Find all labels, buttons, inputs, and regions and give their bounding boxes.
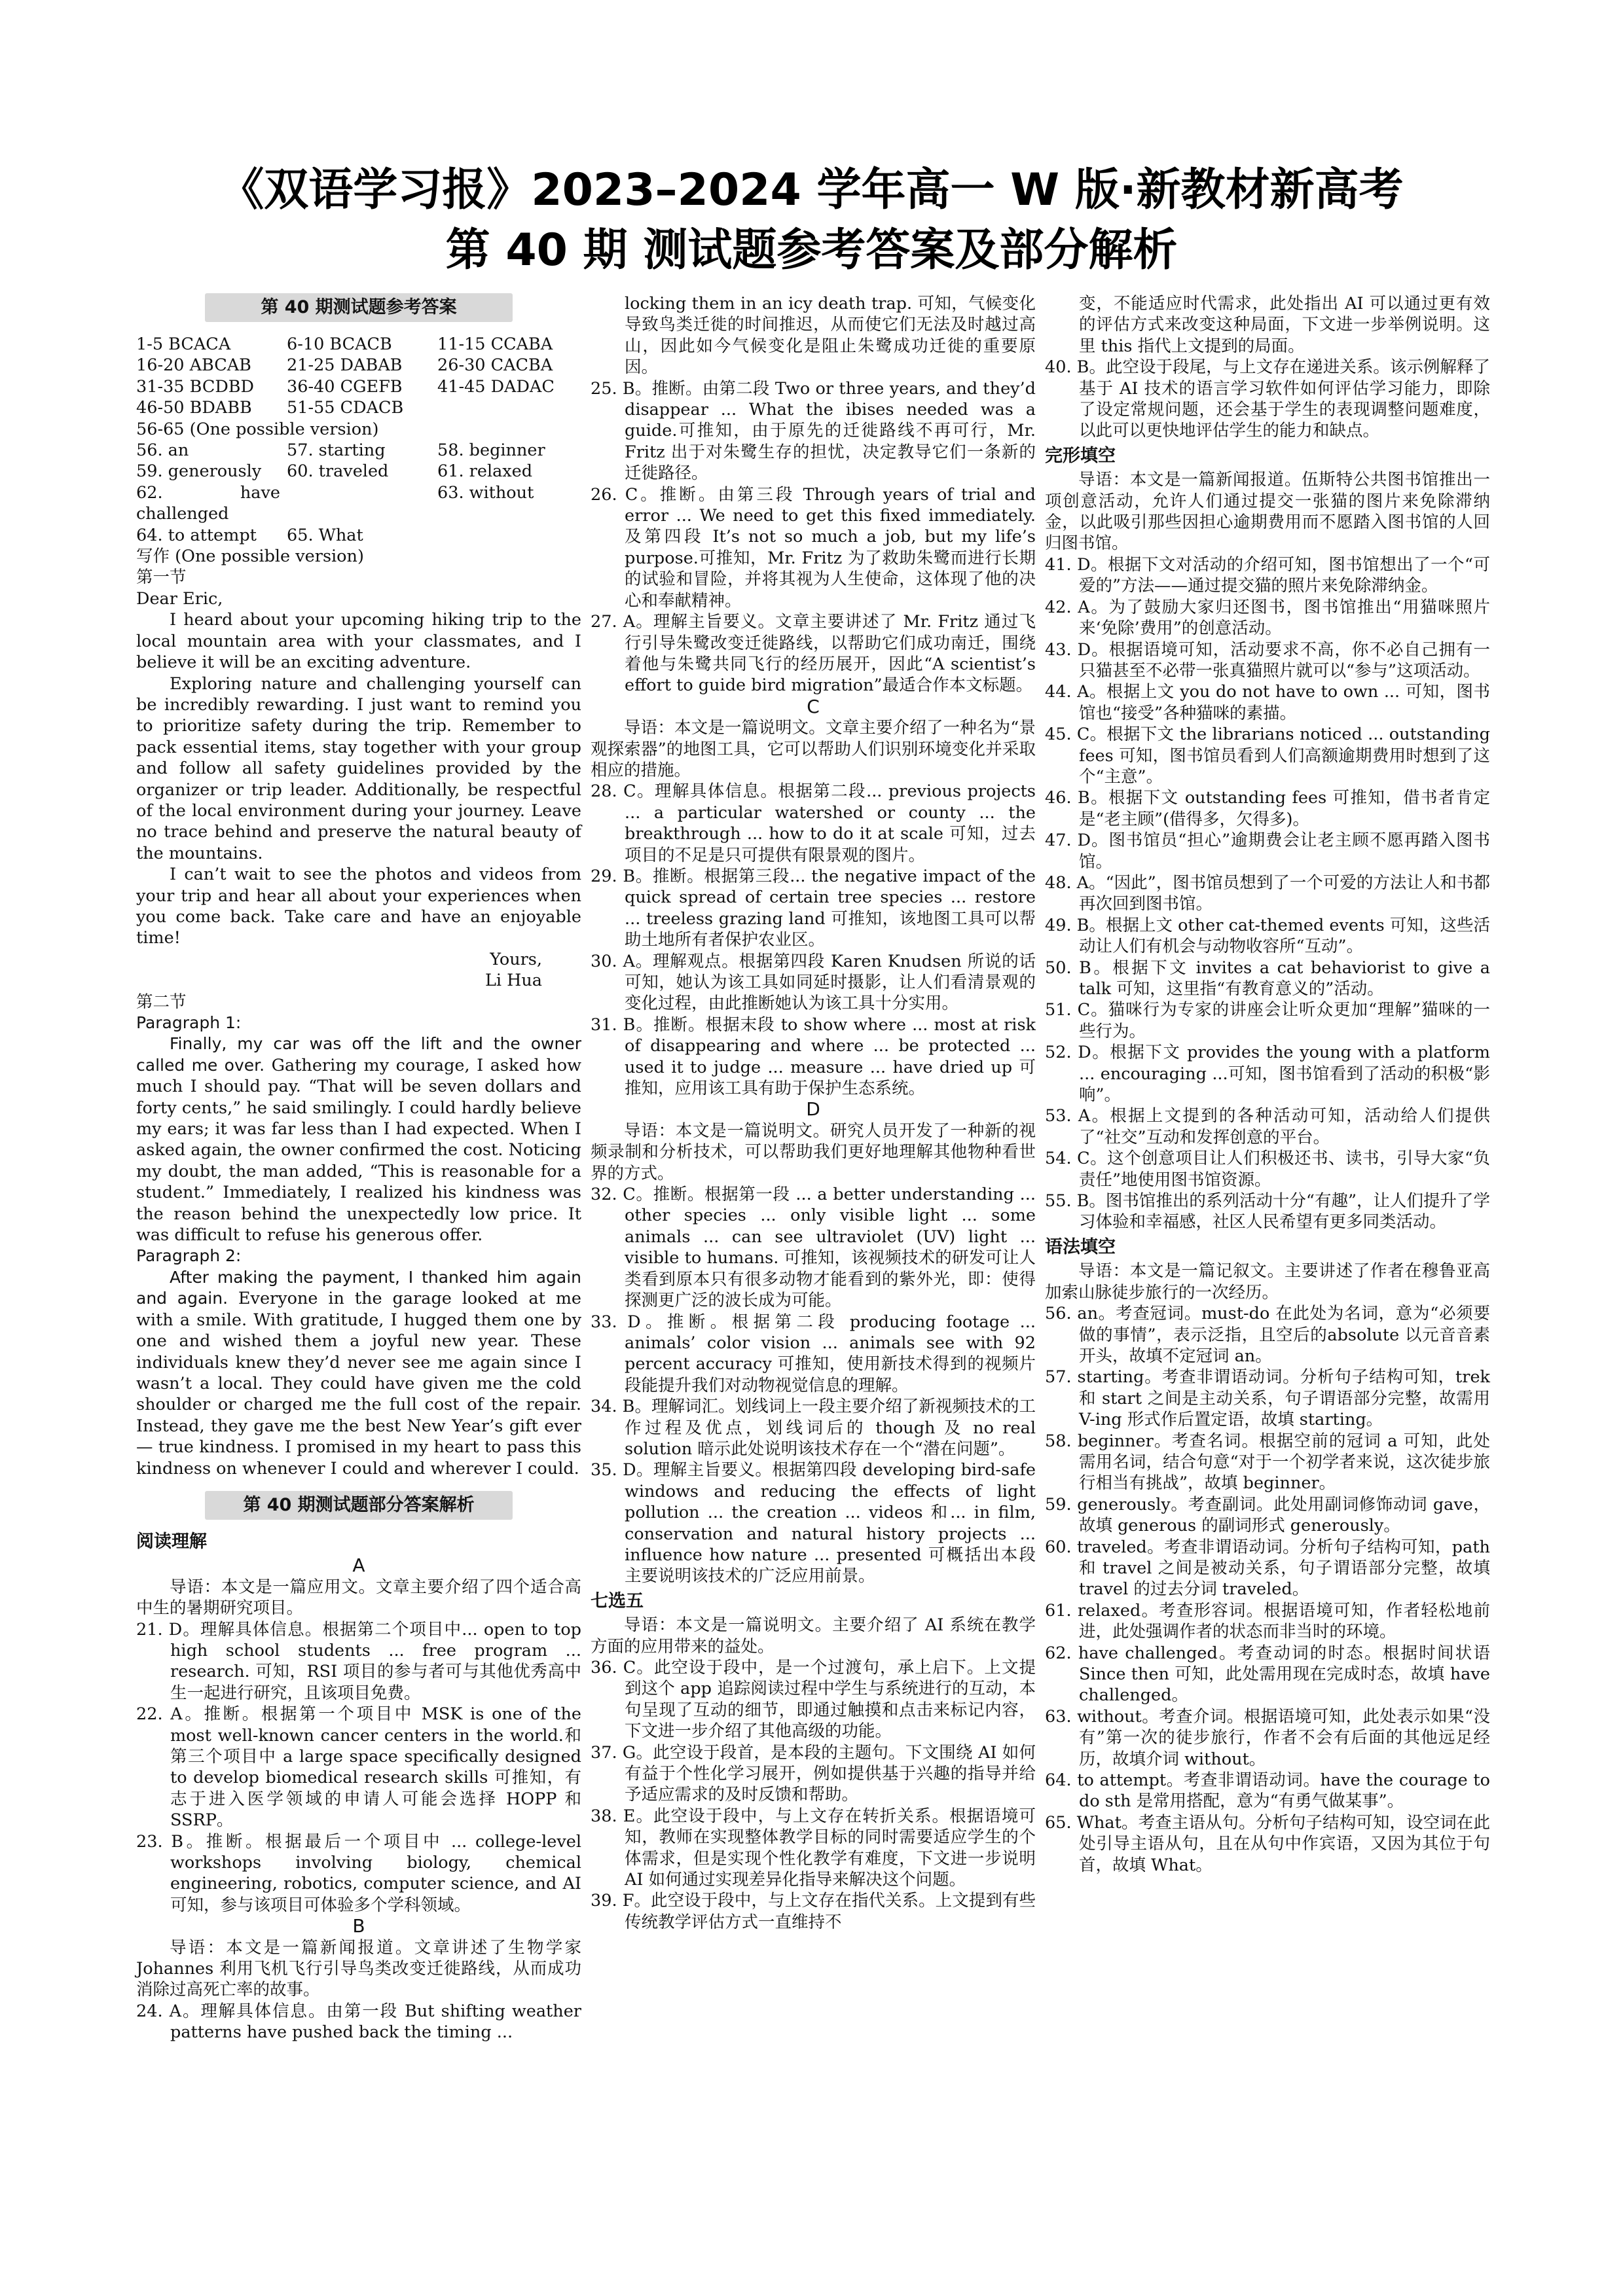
analysis-item: 33. D。推断。根据第二段 producing footage ... animals’ color vision ... animals see with 92 percent accuracy 可推知，使用新技术得到的视频片段能提升我们对动物视觉信息的理解。	[591, 1312, 1036, 1395]
analysis-item: 45. C。根据下文 the librarians noticed ... outstanding fees 可知，图书馆员看到人们高额逾期费用时想到了这个“主意”。	[1045, 725, 1490, 787]
analysis-item: 48. A。“因此”，图书馆员想到了一个可爱的方法让人和书都再次回到图书馆。	[1045, 872, 1490, 914]
analysis-item: 65. What。考查主语从句。分析句子结构可知，设空词在此处引导主语从句，且在从句中作宾语，又因为其位于句首，故填 What。	[1045, 1812, 1490, 1875]
analysis-item: 58. beginner。考查名词。根据空前的冠词 a 可知，此处需用名词，结合句意“对于一个初学者来说，这次徒步旅行相当有挑战”，故填 beginner。	[1045, 1431, 1490, 1494]
analysis-item: 32. C。推断。根据第一段 ... a better understanding ... other species ... only visible light ... some animals ... can see ultraviolet (UV) light ... visible to humans. 可推知，该视频技术的研发可让人类看到原本只有很多动物才能看到的紫外光，即：使得探测更广泛的波长成为可能。	[591, 1185, 1036, 1311]
continuation-text: Gathering my courage, I asked how much I should pay. “That will be seven dollars and forty cents,” he said smilingly. I could hardly believe my ears; it was far less than I had expected. When I asked again, the owner confirmed the cost. Noticing my doubt, the man added, “This is reasonable for a student.” Immediately, I realized his kindness was the reason behind the unexpectedly low price. It was difficult to refuse his generous offer.	[136, 1055, 581, 1246]
answer-group: 26-30 CACBA	[437, 355, 553, 376]
analysis-item: 62. have challenged。考查动词的时态。根据时间状语 Since then 可知，此处需用现在完成时态，故填 have challenged。	[1045, 1643, 1490, 1706]
letter-closing: Yours,	[490, 949, 542, 969]
choice-answer-grid	[136, 334, 581, 419]
analysis-item: 42. A。为了鼓励大家归还图书，图书馆推出“用猫咪照片来‘免除’费用”的创意活动。	[1045, 597, 1490, 639]
guide-text: 导语：本文是一篇新闻报道。伍斯特公共图书馆推出一项创意活动，允许人们通过提交一张猫的图片来免除滞纳金，以此吸引那些因担心逾期费用而不愿踏入图书馆的人回归图书馆。	[1045, 470, 1490, 554]
analysis-item: 39. F。此空设于段中，与上文存在指代关系。上文提到有些传统教学评估方式一直维持不	[591, 1891, 1036, 1932]
letter-signature: Li Hua	[484, 971, 542, 991]
analysis-item: 22. A。推断。根据第一个项目中 MSK is one of the most well-known cancer centers in the world.和第三个项目中 a large space specifically designed to develop biomedical research skills 可推知，有志于进入医学领域的申请人可能会选择 HOPP 和 SSRP。	[136, 1704, 581, 1831]
analysis-item: 37. G。此空设于段首，是本段的主题句。下文围绕 AI 如何有益于个性化学习展开，例如提供基于兴趣的指导并给予适应需求的及时反馈和帮助。	[591, 1742, 1036, 1805]
analysis-item: 61. relaxed。考查形容词。根据语境可知，作者轻松地前进，此处强调作者的状态而非当时的环境。	[1045, 1600, 1490, 1642]
analysis-item: 23. B。推断。根据最后一个项目中 ... college-level workshops involving biology, chemical engineering, robotics, computer science, and AI 可知，参与该项目可体验多个学科领域。	[136, 1831, 581, 1915]
analysis-item: 28. C。理解具体信息。根据第二段... previous projects ... a particular watershed or county ... the breakthrough ... how to do it at scale 可知，过去项目的不足是只可提供有限景观的图片。	[591, 781, 1036, 865]
fill-answer: 64. to attempt	[136, 525, 257, 545]
section-heading: 七选五	[591, 1590, 644, 1611]
answer-group: 21-25 DABAB	[287, 355, 403, 376]
page-title	[0, 160, 1623, 281]
answer-group: 41-45 DADAC	[437, 376, 555, 397]
analysis-item: 21. D。理解具体信息。根据第二个项目中... open to top high school students ... free program ... research. 可知，RSI 项目的参与者可与其他优秀高中生一起进行研究，且该项目免费。	[136, 1619, 581, 1703]
analysis-item: 50. B。根据下文 invites a cat behaviorist to give a talk 可知，这里指“有教育意义的”活动。	[1045, 958, 1490, 999]
continuation-paragraph	[136, 1033, 581, 1246]
guide-text: 导语：本文是一篇记叙文。主要讲述了作者在穆鲁亚高加索山脉徒步旅行的一次经历。	[1045, 1261, 1490, 1302]
section-heading: 完形填空	[1045, 445, 1116, 466]
analysis-item: 35. D。理解主旨要义。根据第四段 developing bird-safe windows and reducing the effects of light pollution ... the creation ... videos 和... in film, conservation and natural history projects ... influence how nature ... presented 可概括出本段主要说明该技术的广泛应用前景。	[591, 1460, 1036, 1587]
analysis-item: 43. D。根据语境可知，活动要求不高，你不必自己拥有一只猫甚至不必带一张真猫照片就可以“参与”这项活动。	[1045, 639, 1490, 681]
fill-answer-grid	[136, 440, 581, 546]
analysis-item: 46. B。根据下文 outstanding fees 可推知，借书者肯定是“老主顾”(借得多，欠得多)。	[1045, 788, 1490, 829]
letter-paragraph: Exploring nature and challenging yourself can be incredibly rewarding. I just want to remind you to prioritize safety during the trip. Remember to pack essential items, stay together with your group and follow all safety guidelines provided by the organizer or trip leader. Additionally, be respectful of the local environment during your journey. Leave no trace behind and preserve the natural beauty of the mountains.	[136, 673, 581, 863]
analysis-item: 53. A。根据上文提到的各种活动可知，活动给人们提供了“社交”互动和发挥创意的平台。	[1045, 1106, 1490, 1147]
answer-group: 36-40 CGEFB	[287, 376, 403, 397]
guide-text: 导语：本文是一篇应用文。文章主要介绍了四个适合高中生的暑期研究项目。	[136, 1577, 581, 1619]
fill-answer: 61. relaxed	[437, 461, 533, 482]
part-label: A	[352, 1554, 365, 1577]
part-label: D	[806, 1098, 820, 1121]
answer-group: 46-50 BDABB	[136, 398, 252, 418]
part-label: C	[807, 695, 820, 717]
given-sentence: Finally, my car was off the lift and the owner called me over.	[136, 1034, 581, 1075]
analysis-item: 29. B。推断。根据第三段... the negative impact of the quick spread of certain tree species ... restore ... treeless grazing land 可推知，该地图工具可以帮助土地所有者保护农业区。	[591, 866, 1036, 950]
analysis-header: 第 40 期测试题部分答案解析	[205, 1491, 513, 1520]
analysis-item: 56. an。考查冠词。must-do 在此处为名词，意为“必须要做的事情”，表示泛指，且空后的absolute 以元音音素开头，故填不定冠词 an。	[1045, 1304, 1490, 1366]
section-heading: 语法填空	[1045, 1236, 1116, 1257]
guide-text: 导语：本文是一篇说明文。研究人员开发了一种新的视频录制和分析技术，可以帮助我们更好地理解其他物种看世界的方式。	[591, 1121, 1036, 1183]
fill-answer: 63. without	[437, 482, 534, 503]
analysis-item: 27. A。理解主旨要义。文章主要讲述了 Mr. Fritz 通过飞行引导朱鹭改变迁徙路线，以帮助它们成功南迁，围绕着他与朱鹭共同飞行的经历展开，因此“A scientist’s effort to guide bird migration”最适合作本文标题。	[591, 612, 1036, 696]
analysis-item: 54. C。这个创意项目让人们积极还书、读书，引导大家“负责任”地使用图书馆资源。	[1045, 1149, 1490, 1190]
column-1	[136, 293, 581, 2043]
column-2	[591, 293, 1036, 1933]
continuation-text: Everyone in the garage looked at me with a smile. With gratitude, I hugged them one by one and wished them a joyful new year. These individuals knew they’d never see me again since I wasn’t a local. They could have given me the cold shoulder or charged me the full cost of the repair. Instead, they gave me the best New Year’s gift ever — true kindness. I promised in my heart to pass this kindness on whenever I could and wherever I could.	[136, 1289, 582, 1479]
title-line-2: 第 40 期 测试题参考答案及部分解析	[445, 224, 1178, 276]
guide-text: 导语：本文是一篇说明文。文章主要介绍了一种名为“景观探索器”的地图工具，它可以帮助人们识别环境变化并采取相应的措施。	[591, 718, 1036, 780]
fill-answer	[287, 482, 431, 525]
answer-group: 31-35 BCDBD	[136, 376, 254, 397]
analysis-item: 40. B。此空设于段尾，与上文存在递进关系。该示例解释了基于 AI 技术的语言学习软件如何评估学习能力，即除了设定常规问题，还会基于学生的表现调整问题难度，以此可以更快地评估学生的能力和缺点。	[1045, 357, 1490, 441]
fill-answer: 65. What	[287, 525, 363, 545]
continued-text: 变，不能适应时代需求，此处指出 AI 可以通过更有效的评估方式来改变这种局面，下文进一步举例说明。这里 this 指代上文提到的局面。	[1079, 294, 1490, 356]
analysis-item: 59. generously。考查副词。此处用副词修饰动词 gave，故填 generous 的副词形式 generously。	[1045, 1494, 1490, 1536]
column-3	[1045, 293, 1490, 1876]
analysis-item: 26. C。推断。由第三段 Through years of trial and error ... We need to get this fixed immediately. 及第四段 It’s not so much a job, but my life’s purpose.可推知，Mr. Fritz 为了救助朱鹭而进行长期的试验和冒险，并将其视为人生使命，这体现了他的决心和奉献精神。	[591, 484, 1036, 611]
paragraph-label: Paragraph 1:	[136, 1013, 242, 1032]
analysis-item: 60. traveled。考查非谓语动词。分析句子结构可知，path 和 travel 之间是被动关系，句子谓语部分完整，故填 travel 的过去分词 traveled。	[1045, 1537, 1490, 1600]
analysis-item: 52. D。根据下文 provides the young with a platform ... encouraging ...可知，图书馆看到了活动的积极“影响”。	[1045, 1043, 1490, 1105]
analysis-item: 38. E。此空设于段中，与上文存在转折关系。根据语境可知，教师在实现整体教学目标的同时需要适应学生的个体需求，但是实现个性化教学有难度，下文进一步说明 AI 如何通过实现差异化指导来解决这个问题。	[591, 1806, 1036, 1890]
answer-group: 6-10 BCACB	[287, 334, 392, 354]
title-line-1: 《双语学习报》2023–2024 学年高一 W 版·新教材新高考	[219, 164, 1404, 216]
fill-answer	[437, 525, 581, 546]
letter-salutation: Dear Eric,	[136, 588, 223, 609]
fill-answer: 59. generously	[136, 461, 262, 482]
paragraph-label: Paragraph 2:	[136, 1246, 242, 1266]
fill-answer: 57. starting	[287, 440, 386, 461]
analysis-item: 30. A。理解观点。根据第四段 Karen Knudsen 所说的话可知，她认为该工具如同延时摄影，让人们看清景观的变化过程，由此推断她认为该工具十分实用。	[591, 951, 1036, 1014]
analysis-item: 31. B。推断。根据末段 to show where ... most at risk of disappearing and where ... be protected ... used it to judge ... measure ... have dried up 可推知，应用该工具有助于保护生态系统。	[591, 1014, 1036, 1099]
fill-answer: 62. have challenged	[136, 482, 280, 524]
continued-text: locking them in an icy death trap. 可知，气候变化导致鸟类迁徙的时间推迟，从而使它们无法及时越过高山，因此如今气候变化是阻止朱鹭成功迁徙的重要原因。	[625, 294, 1036, 378]
analysis-item: 63. without。考查介词。根据语境可知，此处表示如果“没有”第一次的徒步旅行，作者不会有后面的其他远足经历，故填介词 without。	[1045, 1706, 1490, 1769]
fill-answer: 60. traveled	[287, 461, 389, 482]
analysis-item: 24. A。理解具体信息。由第一段 But shifting weather patterns have pushed back the timing ...	[136, 2001, 581, 2043]
letter-paragraph: I can’t wait to see the photos and videos from your trip and hear all about your experiences when you come back. Take care and have an enjoyable time!	[136, 865, 581, 948]
answers-header: 第 40 期测试题参考答案	[205, 293, 513, 322]
answer-group: 16-20 ABCAB	[136, 355, 251, 376]
analysis-item: 57. starting。考查非谓语动词。分析句子结构可知，trek 和 start 之间是主动关系，句子谓语部分完整，故需用 V-ing 形式作后置定语，故填 starting。	[1045, 1367, 1490, 1430]
part2-label: 第二节	[136, 992, 187, 1012]
continuation-paragraph	[136, 1267, 581, 1479]
letter-paragraph: I heard about your upcoming hiking trip to the local mountain area with your classmates, and I believe it will be an exciting adventure.	[136, 610, 581, 673]
fill-answer: 58. beginner	[437, 440, 545, 461]
writing-heading: 写作 (One possible version)	[136, 547, 364, 567]
analysis-item: 64. to attempt。考查非谓语动词。have the courage to do sth 是常用搭配，意为“有勇气做某事”。	[1045, 1770, 1490, 1812]
analysis-item: 47. D。图书馆员“担心”逾期费会让老主顾不愿再踏入图书馆。	[1045, 831, 1490, 872]
analysis-item: 55. B。图书馆推出的系列活动十分“有趣”，让人们提升了学习体验和幸福感，社区人民希望有更多同类活动。	[1045, 1191, 1490, 1232]
analysis-item: 49. B。根据上文 other cat-themed events 可知，这些活动让人们有机会与动物收容所“互动”。	[1045, 915, 1490, 957]
fill-answer: 56. an	[136, 440, 189, 461]
analysis-item: 34. B。理解词汇。划线词上一段主要介绍了新视频技术的工作过程及优点，划线词后的 though 及 no real solution 暗示此处说明该技术存在一个“潜在问题”。	[591, 1397, 1036, 1459]
section-heading: 阅读理解	[136, 1531, 207, 1552]
analysis-item: 41. D。根据下文对活动的介绍可知，图书馆想出了一个“可爱的”方法——通过提交猫的照片来免除滞纳金。	[1045, 554, 1490, 596]
guide-text: 导语：本文是一篇说明文。主要介绍了 AI 系统在教学方面的应用带来的益处。	[591, 1615, 1036, 1657]
analysis-item: 51. C。猫咪行为专家的讲座会让听众更加“理解”猫咪的一些行为。	[1045, 1000, 1490, 1041]
answer-group: 11-15 CCABA	[437, 334, 553, 354]
fill-heading: 56-65 (One possible version)	[136, 419, 379, 439]
part1-label: 第一节	[136, 567, 187, 588]
answer-group: 51-55 CDACB	[287, 398, 404, 418]
analysis-item: 44. A。根据上文 you do not have to own ... 可知，图书馆也“接受”各种猫咪的素描。	[1045, 682, 1490, 723]
analysis-item: 25. B。推断。由第二段 Two or three years, and they’d disappear ... What the ibises needed was a guide.可推知，由于原先的迁徙路线不再可行，Mr. Fritz 出于对朱鹭生存的担忧，决定教导它们一条新的迁徙路径。	[591, 378, 1036, 484]
part-label: B	[352, 1915, 365, 1937]
answer-group: 1-5 BCACA	[136, 334, 231, 354]
analysis-item: 36. C。此空设于段中，是一个过渡句，承上启下。上文提到这个 app 追踪阅读过程中学生与系统进行的互动，本句呈现了互动的细节，即通过触摸和点击来标记内容，下文进一步介绍了其他高级的功能。	[591, 1658, 1036, 1742]
given-sentence: After making the payment, I thanked him again and again.	[136, 1267, 581, 1308]
guide-text: 导语：本文是一篇新闻报道。文章讲述了生物学家 Johannes 利用飞机飞行引导鸟类改变迁徙路线，从而成功消除过高死亡率的故事。	[136, 1937, 581, 2000]
